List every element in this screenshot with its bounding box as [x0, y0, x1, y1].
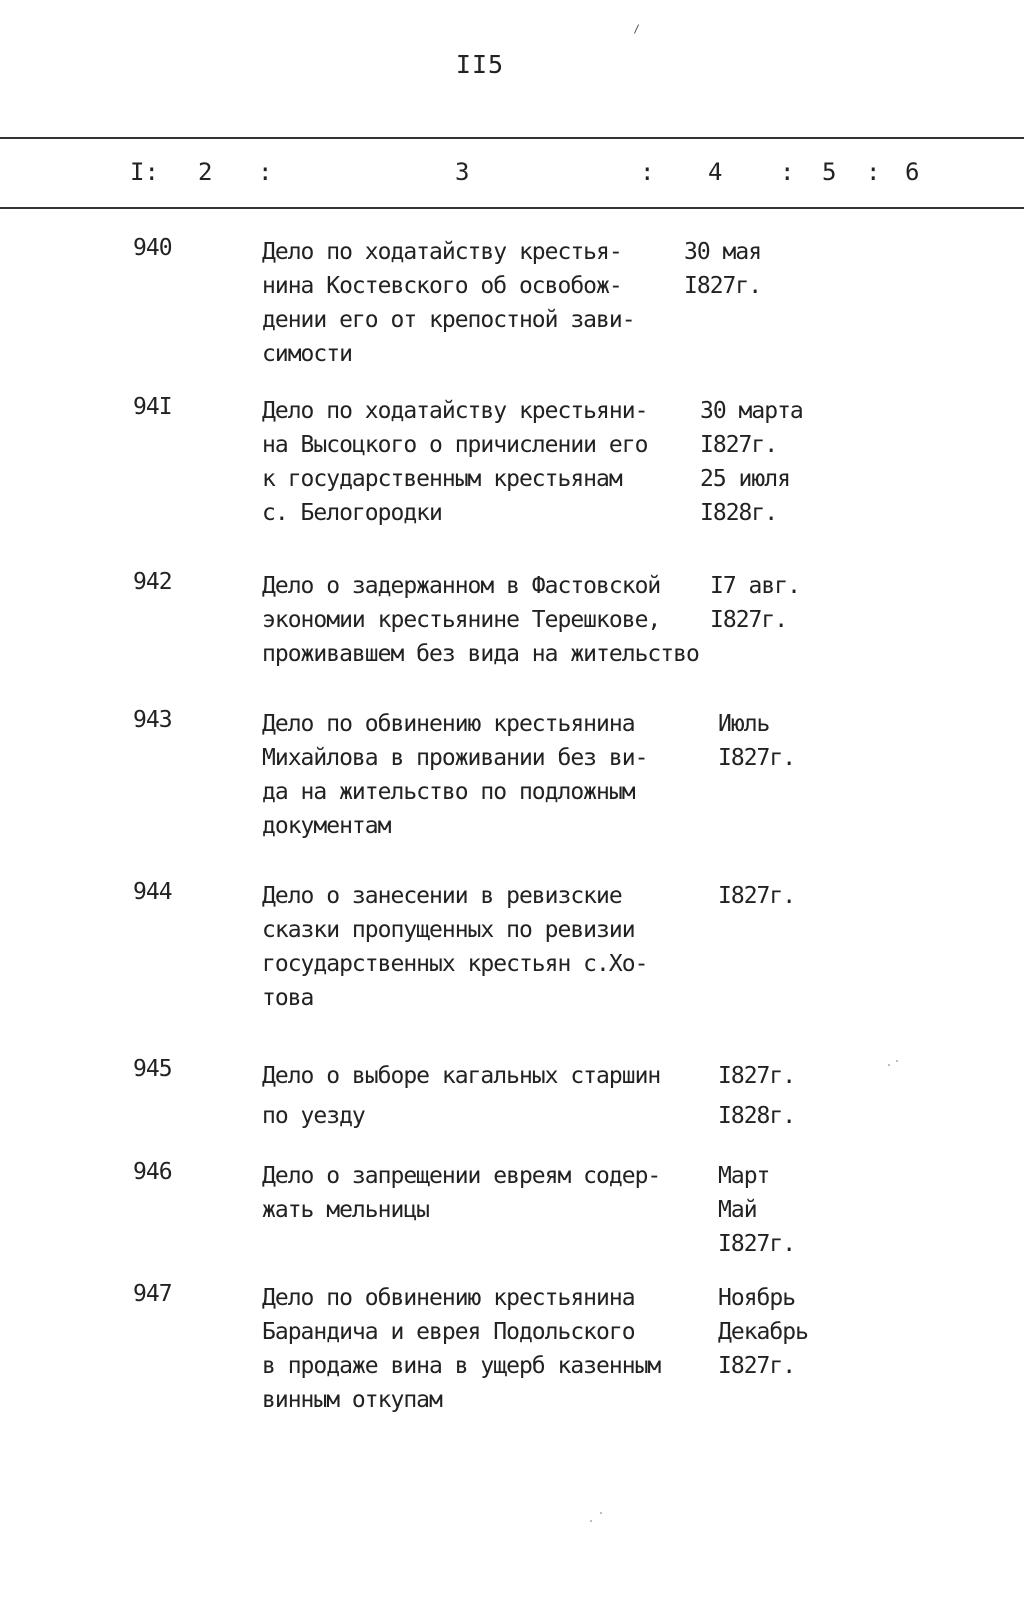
description-line: с. Белогородки: [262, 500, 442, 526]
entry-number: 945: [133, 1056, 172, 1082]
date-line: Март: [718, 1163, 770, 1189]
description-line: документам: [262, 813, 391, 839]
scan-speck: [888, 1064, 890, 1066]
column-separator: :: [640, 158, 655, 186]
description-line: сказки пропущенных по ревизии: [262, 917, 635, 943]
date-line: I827г.: [718, 1063, 796, 1089]
entry-date: [684, 235, 824, 303]
scan-speck: [600, 1512, 602, 1514]
description-line: к государственным крестьянам: [262, 466, 622, 492]
entry-number: 947: [133, 1281, 172, 1307]
description-line: Дело о выборе кагальных старшин: [262, 1063, 661, 1089]
description-line: винным откупам: [262, 1387, 442, 1413]
column-header-1: I:: [130, 158, 159, 186]
description-line: по уезду: [262, 1103, 365, 1129]
entry-description: [262, 569, 702, 671]
date-line: I827г.: [718, 1353, 796, 1379]
date-line: Ноябрь: [718, 1285, 796, 1311]
date-line: I828г.: [718, 1103, 796, 1129]
description-line: Дело о занесении в ревизские: [262, 883, 622, 909]
entry-description: [262, 707, 702, 843]
entry-number: 943: [133, 707, 172, 733]
entry-date: [718, 707, 858, 775]
description-line: Михайлова в проживании без ви-: [262, 745, 648, 771]
description-line: жать мельницы: [262, 1197, 430, 1223]
date-line: I827г.: [718, 883, 796, 909]
description-line: това: [262, 985, 314, 1011]
description-line: государственных крестьян с.Хо-: [262, 951, 648, 977]
entry-number: 944: [133, 879, 172, 905]
date-line: I7 авг.: [710, 573, 800, 599]
description-line: Дело о запрещении евреям содер-: [262, 1163, 661, 1189]
entry-number: 94I: [133, 394, 172, 420]
date-line: I827г.: [718, 1231, 796, 1257]
scan-mark: [634, 24, 639, 33]
description-line: Дело по ходатайству крестьяни-: [262, 398, 648, 424]
date-line: 30 мая: [684, 239, 762, 265]
date-line: Декабрь: [718, 1319, 808, 1345]
date-line: 25 июля: [700, 466, 790, 492]
entry-description: [262, 879, 702, 1015]
description-line: да на жительство по подложным: [262, 779, 635, 805]
header-bottom-rule: [0, 207, 1024, 209]
date-line: 30 марта: [700, 398, 803, 424]
scan-speck: [590, 1520, 592, 1522]
entry-number: 942: [133, 569, 172, 595]
scan-speck: [896, 1060, 898, 1062]
entry-number: 940: [133, 235, 172, 261]
date-line: Май: [718, 1197, 757, 1223]
entry-date: [718, 1281, 858, 1383]
entry-date: [718, 1159, 858, 1261]
date-line: I827г.: [700, 432, 778, 458]
date-line: Июль: [718, 711, 770, 737]
description-line: Дело по ходатайству крестья-: [262, 239, 622, 265]
date-line: I827г.: [710, 607, 788, 633]
entry-description: [262, 394, 702, 530]
column-separator: :: [780, 158, 795, 186]
entry-description: [262, 1281, 702, 1417]
entry-number: 946: [133, 1159, 172, 1185]
entry-description: [262, 1159, 702, 1227]
description-line: Дело по обвинению крестьянина: [262, 1285, 635, 1311]
entry-date: [700, 394, 840, 530]
column-separator: :: [866, 158, 881, 186]
column-separator: :: [258, 158, 273, 186]
column-header-5: 5: [822, 158, 837, 186]
page-number: II5: [455, 50, 505, 79]
entry-date: [718, 1056, 858, 1136]
description-line: дении его от крепостной зави-: [262, 307, 635, 333]
description-line: в продаже вина в ущерб казенным: [262, 1353, 661, 1379]
column-header-4: 4: [708, 158, 723, 186]
column-header-2: 2: [198, 158, 213, 186]
entry-date: [710, 569, 850, 637]
description-line: на Высоцкого о причислении его: [262, 432, 648, 458]
entry-description: [262, 1056, 702, 1136]
date-line: I828г.: [700, 500, 778, 526]
description-line: нина Костевского об освобож-: [262, 273, 622, 299]
date-line: I827г.: [718, 745, 796, 771]
description-line: Дело о задержанном в Фастовской: [262, 573, 661, 599]
description-line: экономии крестьянине Терешкове,: [262, 607, 661, 633]
header-top-rule: [0, 137, 1024, 139]
description-line: симости: [262, 341, 352, 367]
description-line: Дело по обвинению крестьянина: [262, 711, 635, 737]
date-line: I827г.: [684, 273, 762, 299]
description-line: проживавшем без вида на жительство: [262, 641, 699, 667]
entry-date: [718, 879, 858, 913]
column-header-6: 6: [905, 158, 920, 186]
description-line: Барандича и еврея Подольского: [262, 1319, 635, 1345]
column-header-3: 3: [455, 158, 470, 186]
entry-description: [262, 235, 702, 371]
